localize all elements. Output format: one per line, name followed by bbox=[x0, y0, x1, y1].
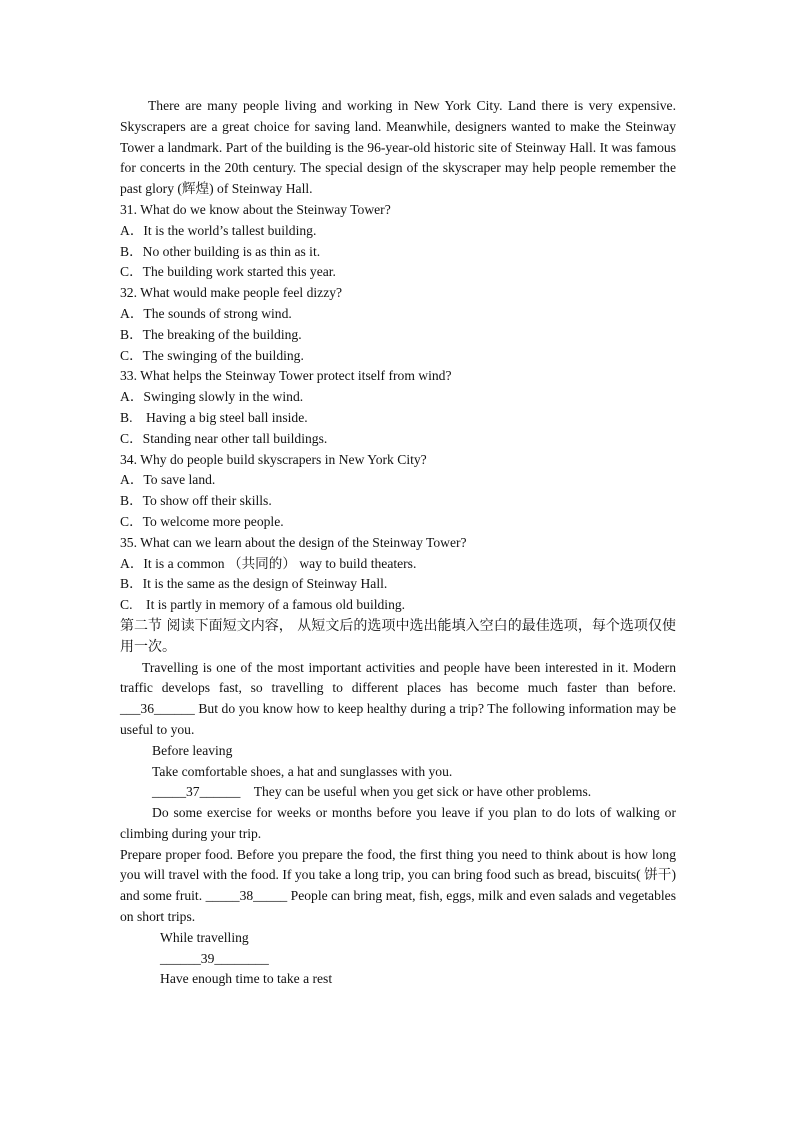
option-a: A．The sounds of strong wind. bbox=[120, 305, 292, 321]
question-stem: 34. Why do people build skyscrapers in New York City? bbox=[120, 451, 427, 467]
shoes-line: Take comfortable shoes, a hat and sunglasses with you. bbox=[152, 763, 453, 779]
option-a: A．To save land. bbox=[120, 472, 216, 488]
exercise-paragraph: Do some exercise for weeks or months before you leave if you plan to do lots of walking or climbing during your trip. bbox=[120, 805, 676, 841]
option-a: A．It is the world’s tallest building. bbox=[120, 222, 317, 238]
section-title: 第二节 阅读下面短文内容， 从短文后的选项中选出能填入空白的最佳选项，每个选项仅使用一次。 bbox=[120, 617, 676, 655]
option-b: B．No other building is as thin as it. bbox=[120, 243, 321, 259]
option-b: B．The breaking of the building. bbox=[120, 326, 302, 342]
question-stem: 31. What do we know about the Steinway Tower? bbox=[120, 201, 391, 217]
question-34 bbox=[120, 450, 676, 533]
question-stem: 32. What would make people feel dizzy? bbox=[120, 285, 343, 301]
option-c: C．Standing near other tall buildings. bbox=[120, 430, 328, 446]
reading-passage: There are many people living and working in New York City. Land there is very expensive. Skyscrapers are a great choice for saving land. Meanwhile, designers wanted to make the Steinway Tower a landmark. Part of the building is the 96-year-old historic site of Steinway Hall. It was famous for concerts in the 20th century. The special design of the skyscraper may help people remember the past glory (辉煌) of Steinway Hall. bbox=[120, 98, 676, 197]
question-stem: 35. What can we learn about the design of the Steinway Tower? bbox=[120, 534, 467, 550]
option-b: B．It is the same as the design of Steinway Hall. bbox=[120, 576, 388, 592]
before-leaving-heading: Before leaving bbox=[152, 742, 233, 758]
option-c: C. It is partly in memory of a famous old building. bbox=[120, 597, 406, 613]
rest-line: Have enough time to take a rest bbox=[160, 971, 333, 987]
option-c: C．The building work started this year. bbox=[120, 264, 336, 280]
option-a: A．It is a common （共同的） way to build theaters. bbox=[120, 555, 417, 571]
question-32 bbox=[120, 283, 676, 366]
question-stem: 33. What helps the Steinway Tower protect itself from wind? bbox=[120, 368, 452, 384]
question-33 bbox=[120, 366, 676, 449]
option-b: B．To show off their skills. bbox=[120, 493, 272, 509]
while-travelling-heading: While travelling bbox=[160, 929, 249, 945]
blank-39-line: ______39________ bbox=[160, 950, 269, 966]
option-a: A．Swinging slowly in the wind. bbox=[120, 389, 304, 405]
section-intro: Travelling is one of the most important activities and people have been interested in it. Modern traffic develops fast, so travelling to different places has become much faster than before. ___36______ But do you know how to keep healthy during a trip? The following information may be useful to you. bbox=[120, 659, 676, 737]
option-b: B. Having a big steel ball inside. bbox=[120, 409, 308, 425]
question-31 bbox=[120, 200, 676, 283]
blank-37-line: _____37______ They can be useful when you get sick or have other problems. bbox=[152, 784, 592, 800]
option-c: C．The swinging of the building. bbox=[120, 347, 304, 363]
question-35 bbox=[120, 533, 676, 616]
document-page bbox=[120, 96, 676, 990]
food-paragraph: Prepare proper food. Before you prepare the food, the first thing you need to think about is how long you will travel with the food. If you take a long trip, you can bring food such as bread, biscuits( 饼干) and some fruit. _____38_____ People can bring meat, fish, eggs, milk and even salads and vegetables on short trips. bbox=[120, 846, 676, 925]
option-c: C．To welcome more people. bbox=[120, 513, 284, 529]
